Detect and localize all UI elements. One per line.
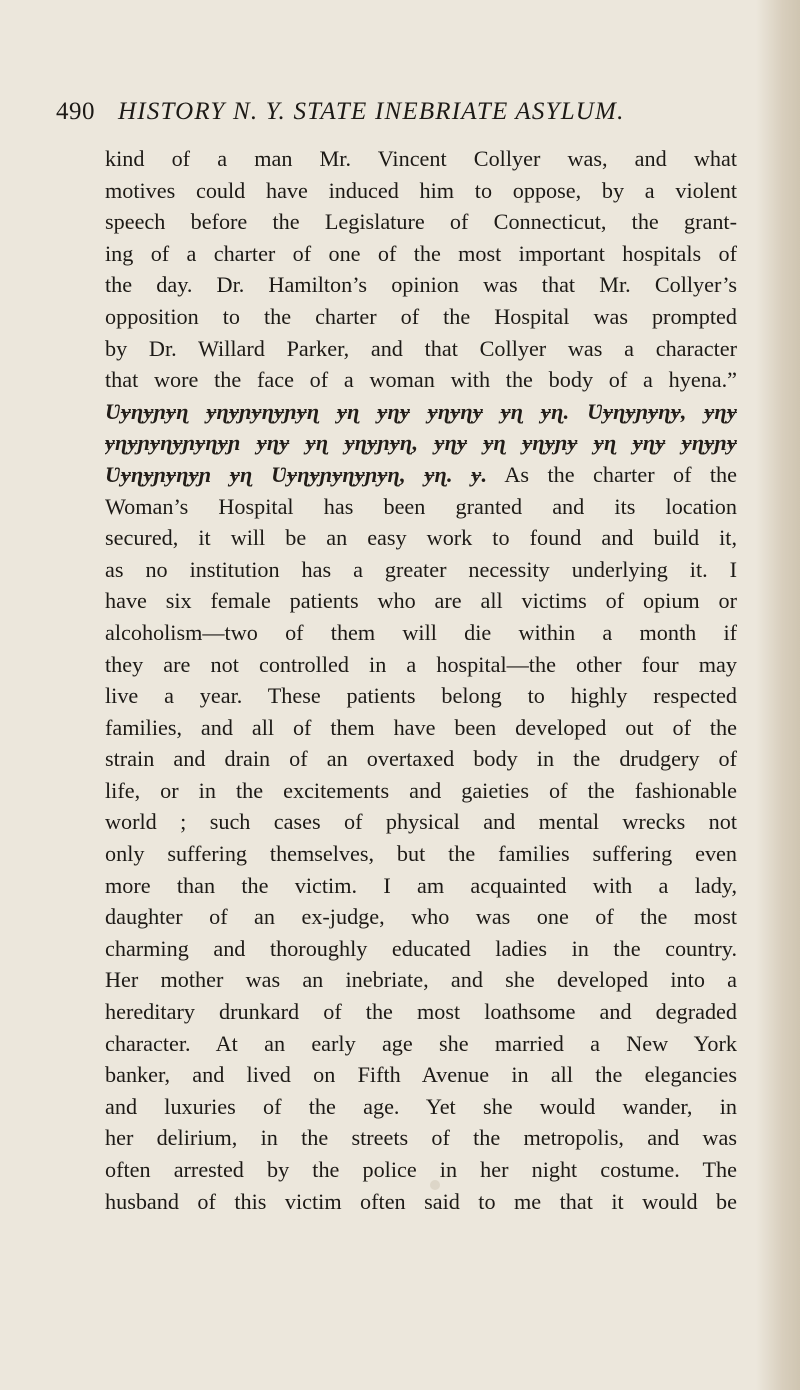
text-line: character. At an early age she married a New York <box>105 1030 737 1056</box>
text-line: live a year. These patients belong to highly respected <box>105 683 737 709</box>
text-line: alcoholism—two of them will die within a month if <box>105 619 737 645</box>
text-line: hereditary drunkard of the most loathsome and degraded <box>105 999 737 1025</box>
text-line: the day. Dr. Hamilton’s opinion was that Mr. Collyer’s <box>105 272 737 298</box>
text-line: that wore the face of a woman with the body of a hyena.” <box>105 367 737 393</box>
text-line: world ; such cases of physical and mental wrecks not <box>105 809 737 835</box>
text-line: Woman’s Hospital has been granted and its location <box>105 493 737 519</box>
page-edge-shadow <box>756 0 800 1390</box>
text-line: and luxuries of the age. Yet she would wander, in <box>105 1093 737 1119</box>
text-line: have six female patients who are all victims of opium or <box>105 588 737 614</box>
text-line: daughter of an ex-judge, who was one of the most <box>105 904 737 930</box>
text-line: Her mother was an inebriate, and she developed into a <box>105 967 737 993</box>
text-line: ing of a charter of one of the most important hospitals of <box>105 240 737 266</box>
text-line: families, and all of them have been developed out of the <box>105 714 737 740</box>
text-line: charming and thoroughly educated ladies in the country. <box>105 935 737 961</box>
running-title: HISTORY N. Y. STATE INEBRIATE ASYLUM. <box>118 98 625 125</box>
text-line: often arrested by the police in her night costume. The <box>105 1157 737 1182</box>
text-line: motives could have induced him to oppose, by a violent <box>105 177 737 203</box>
text-line: by Dr. Willard Parker, and that Collyer was a character <box>105 335 737 361</box>
text-line: strain and drain of an overtaxed body in the drudgery of <box>105 746 737 772</box>
garbled-text-line: Ʋɏɳɏɲɏɳ ɏɳɏɲɏɳɏɲɏɳ ɏɳ ɏɳɏ ɏɳɏɳɏ ɏɳ ɏɳ. Ʋɏɳɏɲɏɳɏ, ɏɳɏ <box>105 398 737 424</box>
text-line: they are not controlled in a hospital—the other four may <box>105 651 737 677</box>
garbled-text-line: ɏɳɏɲɏɳɏɲɏɳɏɲ ɏɳɏ ɏɳ ɏɳɏɲɏɳ, ɏɳɏ ɏɳ ɏɳɏɲɏ ɏɳ ɏɳɏ ɏɳɏɲɏ <box>105 430 737 456</box>
text-line-mixed <box>105 459 737 491</box>
text-line: banker, and lived on Fifth Avenue in all the elegancies <box>105 1062 737 1088</box>
page-header <box>56 98 746 132</box>
text-line: more than the victim. I am acquainted with a lady, <box>105 872 737 898</box>
body-paragraph <box>105 143 737 1217</box>
text-line: life, or in the excitements and gaieties of the fashionable <box>105 777 737 803</box>
garbled-text-fragment: Ʋɏɳɏɲɏɳɏɲ ɏɳ Ʋɏɳɏɲɏɳɏɲɏɳ, ɏɳ. ɏ. <box>105 461 488 487</box>
text-line: husband of this victim often said to me that it would be <box>105 1188 737 1214</box>
text-line: secured, it will be an easy work to found and build it, <box>105 525 737 551</box>
page-number: 490 <box>56 98 95 125</box>
text-line: opposition to the charter of the Hospital was prompted <box>105 303 737 329</box>
text-line: kind of a man Mr. Vincent Collyer was, and what <box>105 146 737 171</box>
text-line: her delirium, in the streets of the metropolis, and was <box>105 1125 737 1151</box>
text-line: as no institution has a greater necessity underlying it. I <box>105 556 737 582</box>
text-fragment: As the charter of the <box>504 461 737 487</box>
text-line: speech before the Legislature of Connecticut, the grant- <box>105 209 737 235</box>
paper-stain <box>430 1180 440 1190</box>
text-line: only suffering themselves, but the families suffering even <box>105 841 737 867</box>
